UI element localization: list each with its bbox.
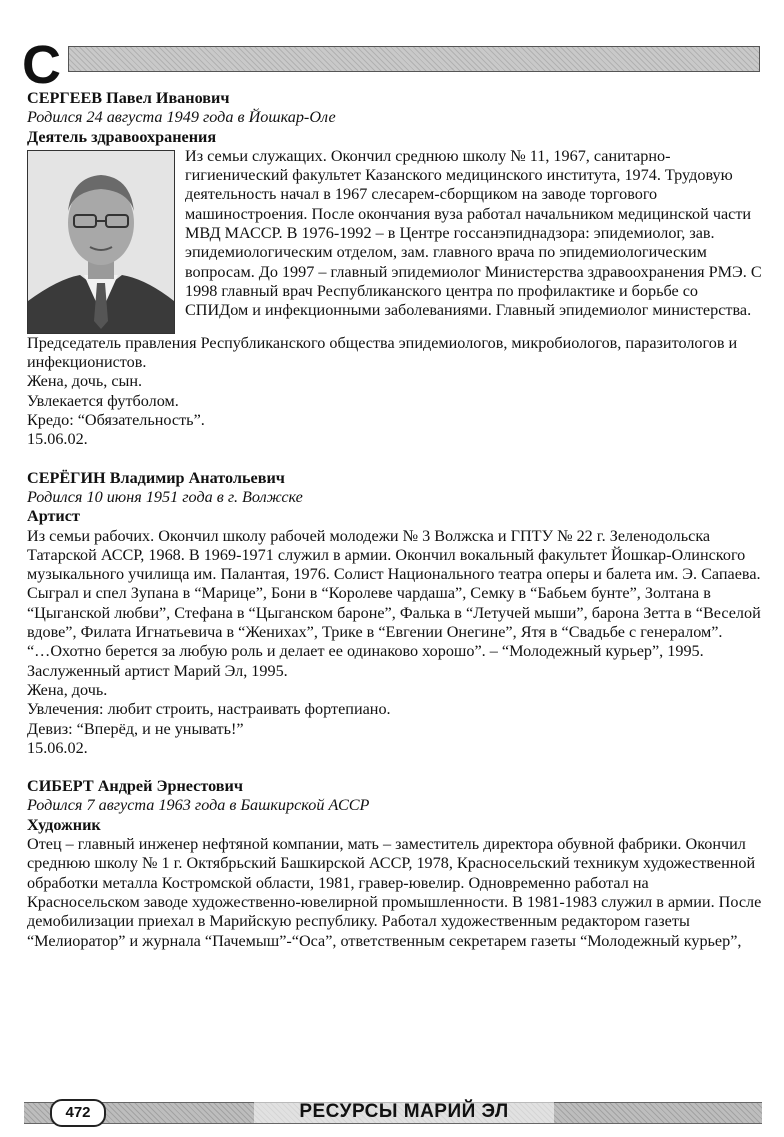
entry-profession: Артист [27, 507, 80, 526]
entry-paragraph: Увлекается футболом. [27, 391, 179, 410]
portrait-photo-icon [28, 151, 174, 333]
entry-paragraph: Жена, дочь. [27, 680, 108, 699]
entry-profession: Художник [27, 815, 101, 834]
entry-birth: Родился 7 августа 1963 года в Башкирской АССР [27, 796, 370, 815]
entry-paragraph: Кредо: “Обязательность”. [27, 411, 205, 430]
entry-name: СЕРЁГИН Владимир Анатольевич [27, 468, 285, 487]
entry-paragraph: Жена, дочь, сын. [27, 372, 143, 391]
entry-date: 15.06.02. [27, 738, 88, 757]
entry-birth: Родился 24 августа 1949 года в Йошкар-Оле [27, 108, 336, 127]
entry-sibert [27, 777, 762, 951]
entry-paragraph: Из семьи рабочих. Окончил школу рабочей молодежи № 3 Волжска и ГПТУ № 22 г. Зеленодольска Татарской АССР, 1968. В 1969-1971 служил в армии. Окончил вокальный факультет Йошкар-Олинского музыкального училища им. Палантая, 1976. Солист Национального театра оперы и балета им. Э. Сапаева. Сыграл и спел Зупана в “Марице”, Бони в “Королеве чардаша”, Семку в “Бабьем бунте”, Золтана в “Цыганской любви”, Стефана в “Цыганском бароне”, Фалька в “Летучей мыши”, барона Зетта в “Веселой вдове”, Филата Игнатьевича в “Женихах”, Трике в “Евгении Онегине”, Ятя в “Свадьбе с генералом”. [27, 526, 761, 642]
entry-paragraph: Председатель правления Республиканского общества эпидемиологов, микробиологов, паразитологов и инфекционистов. [27, 333, 738, 372]
entry-paragraph: Из семьи служащих. Окончил среднюю школу № 11, 1967, санитарно-гигиенический факультет Казанского медицинского института, 1974. Трудовую деятельность начал в 1967 слесарем-сборщиком на заводе торгового машиностроения. После окончания вуза работал начальником медицинской части МВД МАССР. В 1976-1992 – в Центре госсанэпиднадзора: эпидемиолог, зав. эпидемиологическим отделом, зам. главного врача по эпидемиологическим вопросам. До 1997 – главный эпидемиолог Министерства здравоохранения РМЭ. С 1998 главный врач Республиканского центра по профилактике и борьбе со СПИДом и инфекционными заболеваниями. Главный эпидемиолог министерства. [185, 146, 762, 320]
entry-paragraph: Девиз: “Вперёд, и не унывать!” [27, 719, 244, 738]
entry-birth: Родился 10 июня 1951 года в г. Волжске [27, 487, 303, 506]
entry-sergeev [27, 89, 762, 450]
entry-name: СИБЕРТ Андрей Эрнестович [27, 777, 243, 796]
portrait-photo [27, 150, 175, 334]
entry-paragraph: Отец – главный инженер нефтяной компании, мать – заместитель директора обувной фабрики. Окончил среднюю школу № 1 г. Октябрьский Башкирской АССР, 1978, Красносельский техникум художественной обработки металла Костромской области, 1981, гравер-ювелир. Одновременно работал на Красносельском заводе художественно-ювелирной промышленности. В 1981-1983 служил в армии. После демобилизации приехал в Марийскую республику. Работал художественным редактором газеты “Мелиоратор” и журнала “Пачемыш”-“Оса”, ответственным секретарем газеты “Молодежный курьер”, [27, 835, 762, 950]
entry-paragraph: Увлечения: любит строить, настраивать фортепиано. [27, 700, 391, 719]
section-header-bar [68, 46, 760, 72]
entry-name: СЕРГЕЕВ Павел Иванович [27, 89, 230, 107]
section-letter: С [22, 35, 61, 95]
page-content [27, 89, 762, 970]
page-footer [24, 1098, 762, 1126]
page-number: 472 [50, 1099, 106, 1127]
entry-seregin [27, 469, 762, 758]
entry-date: 15.06.02. [27, 430, 88, 449]
entry-paragraph: “…Охотно берется за любую роль и делает ее одинаково хорошо”. – “Молодежный курьер”, 1995. [27, 642, 704, 661]
entry-paragraph: Заслуженный артист Марий Эл, 1995. [27, 661, 288, 680]
entry-profession: Деятель здравоохранения [27, 127, 217, 146]
publication-title: РЕСУРСЫ МАРИЙ ЭЛ [254, 1101, 554, 1123]
